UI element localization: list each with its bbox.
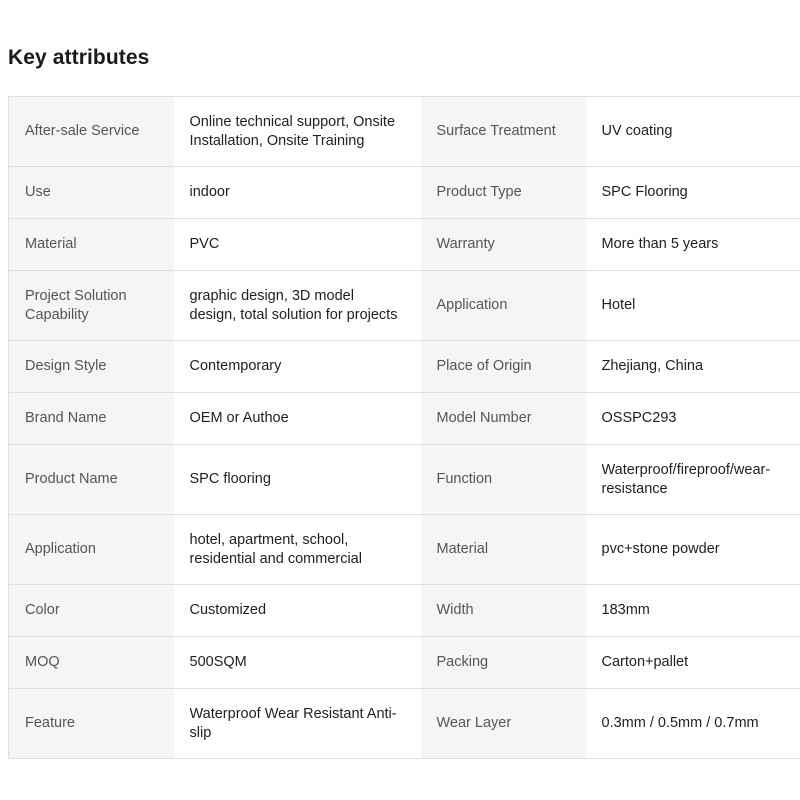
attribute-value-text: 500SQM <box>189 654 247 670</box>
attribute-value-text: Waterproof/fireproof/wear-resistance <box>601 461 771 497</box>
attribute-label: Project Solution Capability <box>9 271 174 341</box>
attribute-value <box>174 271 421 341</box>
attribute-value-text: Contemporary <box>189 358 282 374</box>
attribute-value-text: Carton+pallet <box>601 654 689 670</box>
attribute-value-text: pvc+stone powder <box>601 541 720 557</box>
attribute-value <box>174 393 421 445</box>
attribute-value-text: OSSPC293 <box>601 410 677 426</box>
table-row <box>9 97 800 167</box>
table-row <box>9 167 800 219</box>
attribute-value <box>586 585 800 637</box>
attribute-value-text: SPC Flooring <box>601 184 688 200</box>
attribute-label: Warranty <box>421 219 586 271</box>
attribute-label: Packing <box>421 637 586 689</box>
attribute-value <box>586 515 800 585</box>
attribute-label: Material <box>9 219 174 271</box>
attribute-value <box>586 97 800 167</box>
attribute-value <box>586 341 800 393</box>
attribute-label: Application <box>421 271 586 341</box>
attribute-label: Wear Layer <box>421 689 586 759</box>
attribute-value <box>174 97 421 167</box>
attribute-value <box>174 515 421 585</box>
attribute-value <box>174 167 421 219</box>
attribute-label: Surface Treatment <box>421 97 586 167</box>
attribute-label: Material <box>421 515 586 585</box>
table-row <box>9 393 800 445</box>
attribute-value-text: PVC <box>189 236 220 252</box>
attribute-value-text: UV coating <box>601 123 673 139</box>
table-row <box>9 689 800 759</box>
attribute-value-text: hotel, apartment, school, residential and commercial <box>189 531 362 567</box>
attribute-value-text: Customized <box>189 602 267 618</box>
table-row <box>9 515 800 585</box>
attribute-value-text: More than 5 years <box>601 236 719 252</box>
attribute-value <box>586 637 800 689</box>
attribute-label: After-sale Service <box>9 97 174 167</box>
attribute-value <box>586 271 800 341</box>
attribute-label: Use <box>9 167 174 219</box>
attribute-label: Color <box>9 585 174 637</box>
attribute-value-text: Online technical support, Onsite Installation, Onsite Training <box>189 113 396 149</box>
attribute-value-text: Hotel <box>601 297 636 313</box>
attribute-value-text: 183mm <box>601 602 650 618</box>
attribute-value-text: Waterproof Wear Resistant Anti-slip <box>189 705 397 741</box>
attribute-label: Feature <box>9 689 174 759</box>
attribute-value-text: indoor <box>189 184 230 200</box>
attribute-label: Brand Name <box>9 393 174 445</box>
attribute-label: Width <box>421 585 586 637</box>
attribute-value <box>586 689 800 759</box>
attribute-value-text: SPC flooring <box>189 471 271 487</box>
attribute-value <box>174 637 421 689</box>
attribute-label: Product Name <box>9 445 174 515</box>
attribute-value <box>174 445 421 515</box>
attribute-label: Application <box>9 515 174 585</box>
table-row <box>9 271 800 341</box>
attribute-value-text: OEM or Authoe <box>189 410 289 426</box>
section-title: Key attributes <box>8 46 150 69</box>
attribute-value-text: graphic design, 3D model design, total solution for projects <box>189 287 398 323</box>
attribute-label: MOQ <box>9 637 174 689</box>
table-row <box>9 585 800 637</box>
attribute-label: Place of Origin <box>421 341 586 393</box>
table-row <box>9 445 800 515</box>
table-row <box>9 341 800 393</box>
attribute-value <box>174 219 421 271</box>
attribute-value <box>174 585 421 637</box>
attribute-label: Model Number <box>421 393 586 445</box>
attribute-label: Design Style <box>9 341 174 393</box>
attribute-value <box>586 167 800 219</box>
attribute-label: Product Type <box>421 167 586 219</box>
attribute-value-text: Zhejiang, China <box>601 358 704 374</box>
attribute-value <box>586 445 800 515</box>
attribute-label: Function <box>421 445 586 515</box>
attribute-value <box>586 393 800 445</box>
attributes-table <box>8 96 800 759</box>
attribute-value <box>174 341 421 393</box>
table-row <box>9 219 800 271</box>
attribute-value <box>586 219 800 271</box>
attribute-value <box>174 689 421 759</box>
table-row <box>9 637 800 689</box>
attribute-value-text: 0.3mm / 0.5mm / 0.7mm <box>601 715 759 731</box>
